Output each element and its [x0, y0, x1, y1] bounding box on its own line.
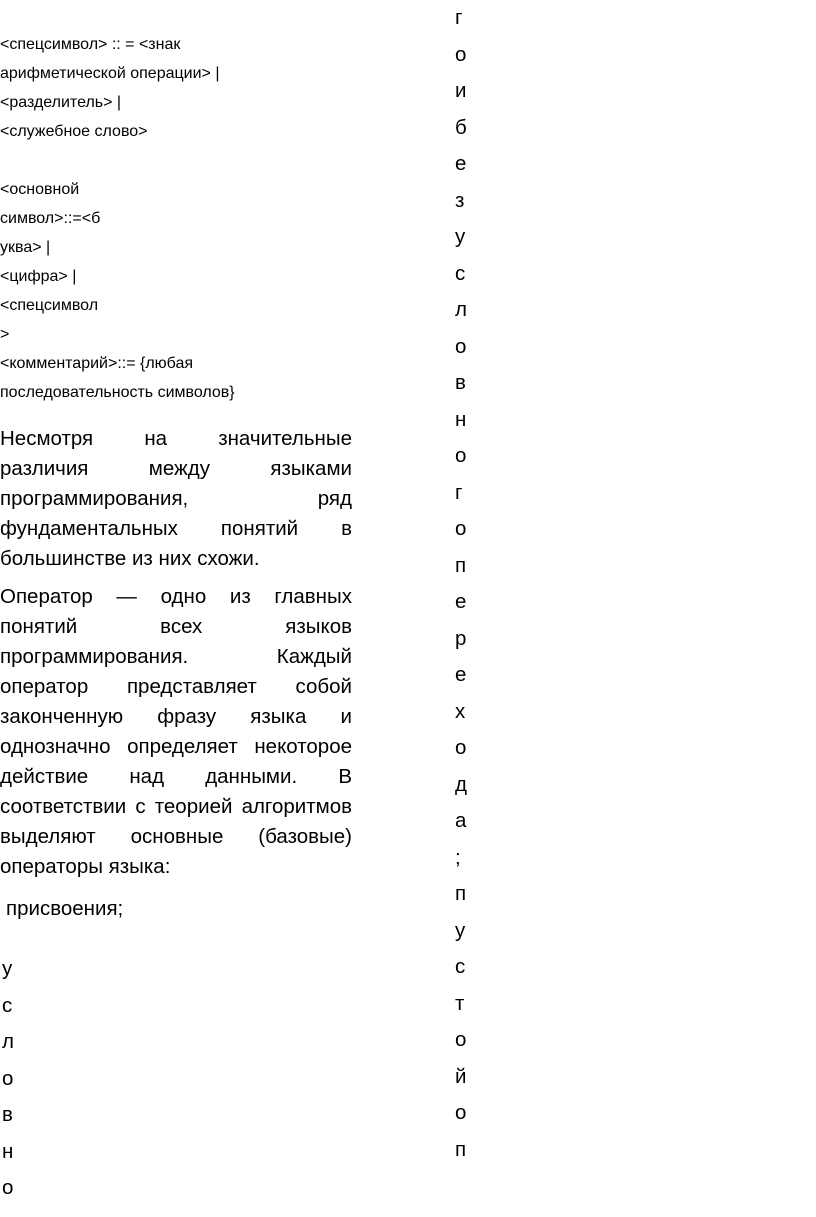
- rule-line: <комментарий>::= {любая: [0, 355, 194, 372]
- letter: п: [455, 1137, 467, 1161]
- letter: л: [2, 1030, 14, 1053]
- letter: б: [455, 115, 467, 139]
- rule-line: >: [0, 326, 10, 343]
- letter: ;: [455, 845, 461, 869]
- paragraph: Оператор — одно из главных понятий всех языков программирования. Каждый оператор представляет собой законченную фразу языка и однозначно определяет некоторое действие над данными. В соответствии с теорией алгоритмов выделяют основные (базовые) операторы языка:: [0, 585, 352, 878]
- letter: а: [455, 809, 467, 832]
- spec-symbol-rule: [0, 30, 352, 146]
- letter: о: [2, 1176, 14, 1199]
- rule-line: <служебное слово>: [0, 123, 148, 140]
- letter: е: [455, 663, 467, 686]
- vertical-text-left: [2, 951, 32, 1207]
- rule-line: арифметической операции> |: [0, 65, 220, 82]
- letter: т: [455, 991, 465, 1015]
- letter: з: [455, 188, 465, 212]
- letter: о: [455, 736, 467, 759]
- letter: о: [2, 1066, 14, 1090]
- rule-line: <цифра> |: [0, 268, 77, 285]
- basic-symbol-rule: [0, 175, 132, 349]
- letter: о: [455, 1028, 467, 1051]
- rule-line: уква> |: [0, 239, 51, 256]
- letter: о: [455, 444, 467, 467]
- rule-line: <основной: [0, 181, 80, 198]
- letter: р: [455, 626, 467, 650]
- rule-line: последовательность символов}: [0, 384, 235, 401]
- vertical-text-right: [455, 0, 485, 1168]
- comment-rule: [0, 349, 352, 407]
- rule-line: <спецсимвол: [0, 297, 99, 314]
- letter: п: [455, 882, 467, 905]
- letter: о: [455, 334, 467, 358]
- letter: о: [455, 42, 467, 66]
- letter: с: [2, 993, 13, 1017]
- letter: и: [455, 79, 467, 102]
- rule-line: <спецсимвол> :: = <знак: [0, 36, 181, 53]
- main-text: [0, 30, 352, 924]
- letter: н: [2, 1139, 14, 1163]
- letter: д: [455, 772, 467, 796]
- letter: у: [455, 918, 466, 942]
- letter: х: [455, 699, 466, 723]
- rule-line: символ>::=<б: [0, 210, 101, 227]
- letter: е: [455, 152, 467, 175]
- letter: г: [455, 480, 463, 504]
- letter: в: [455, 371, 466, 394]
- letter: с: [455, 261, 466, 285]
- letter: у: [455, 225, 466, 248]
- paragraph: Несмотря на значительные различия между языками программирования, ряд фундаментальных понятий в большинстве из них схожи.: [0, 427, 352, 570]
- letter: й: [455, 1064, 467, 1088]
- letter: п: [455, 553, 467, 577]
- letter: с: [455, 955, 466, 978]
- letter: о: [455, 517, 467, 540]
- letter: у: [2, 957, 13, 980]
- letter: н: [455, 407, 467, 431]
- letter: г: [455, 6, 463, 29]
- letter: е: [455, 590, 467, 613]
- list-item: присвоения;: [6, 897, 124, 920]
- letter: о: [455, 1101, 467, 1124]
- rule-line: <разделитель> |: [0, 94, 122, 111]
- letter: в: [2, 1103, 13, 1126]
- letter: л: [455, 298, 467, 321]
